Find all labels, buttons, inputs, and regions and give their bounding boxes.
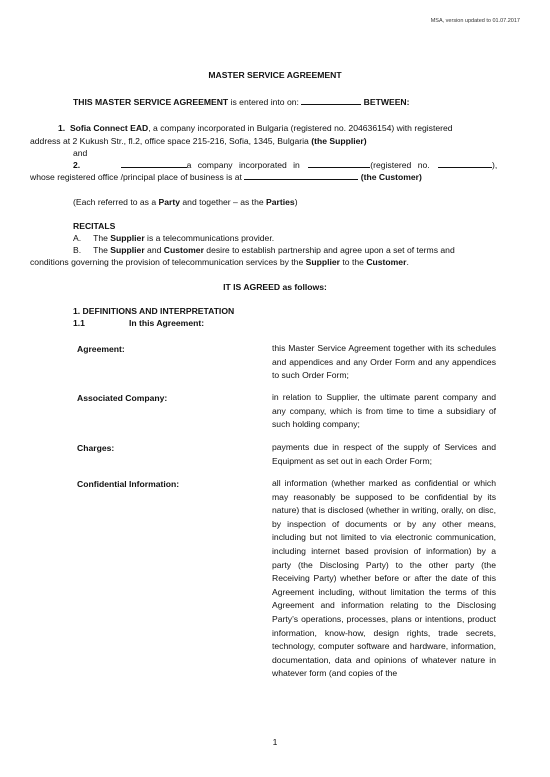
- section1-sub-text: In this Agreement:: [128, 318, 205, 328]
- agreed-heading: IT IS AGREED as follows:: [223, 282, 327, 292]
- parties-term: Parties: [266, 197, 295, 207]
- intro-between: BETWEEN:: [361, 97, 410, 107]
- party1-role: (the Supplier): [311, 136, 367, 146]
- recital-b-customer: Customer: [163, 245, 204, 255]
- definition-text: in relation to Supplier, the ultimate parent company and any company, which is from time to time a subsidiary of such holding company;: [272, 392, 496, 430]
- party2-num: 2.: [73, 160, 81, 170]
- section1-sub: [73, 317, 204, 330]
- definition-text: this Master Service Agreement together with its schedules and appendices and any Order Form and any appendices to such Order Form;: [272, 343, 496, 381]
- recitals-heading: RECITALS: [73, 221, 116, 231]
- recital-b-line2a: conditions governing the provision of telecommunication services by the: [30, 257, 306, 267]
- definition-text: all information (whether marked as confidential or which may reasonably be supposed to be confidential by its nature) that is disclosed (whether in writing, orally, on disc, by inspection of documents or by any other means, including but not limited to via electronic communication, including internet based provision of information) by a party (the Disclosing Party) to the other party (the Receiving Party) whether before or after the date of this Agreement including, without limitation the terms of this Agreement and information relating to the Disclosing Party’s operations, processes, plans or intentions, product information, know-how, design rights, trade secrets, technology, computer software and hardware, information, documentation, data and opinions of whatever nature in whatever form (and copies of the: [272, 478, 496, 679]
- party2-role: (the Customer): [360, 172, 422, 182]
- intro-bold: THIS MASTER SERVICE AGREEMENT: [73, 97, 229, 107]
- party2-text1a: a company incorporated in: [186, 160, 300, 170]
- definition-text: payments due in respect of the supply of Services and Equipment as set out in each Order Form;: [272, 442, 496, 466]
- definition-term: Agreement:: [77, 344, 125, 354]
- section1-sub-num: 1.1: [73, 318, 85, 328]
- party2-name-blank: [121, 159, 187, 168]
- intro-line: [73, 96, 410, 109]
- party1-text2: address at 2 Kukush Str., fl.2, office space 215-216, Sofia, 1345, Bulgaria: [30, 136, 312, 146]
- party1-line1: [58, 122, 453, 135]
- recital-b-line2-supplier: Supplier: [305, 257, 341, 267]
- recital-a-the: The: [93, 233, 111, 243]
- definition-term: Associated Company:: [77, 393, 168, 403]
- recital-b-line2-customer: Customer: [366, 257, 407, 267]
- party-term: Party: [158, 197, 181, 207]
- referred-text-c: ): [294, 197, 298, 207]
- page-number: 1: [272, 737, 278, 747]
- definition-term: Confidential Information:: [77, 479, 180, 489]
- party2-text1b: (registered no.: [370, 160, 430, 170]
- recital-b-supplier: Supplier: [110, 245, 145, 255]
- party2-line2: [30, 171, 422, 184]
- and-word: and: [73, 148, 88, 158]
- document-title: MASTER SERVICE AGREEMENT: [208, 70, 342, 80]
- recital-a-label: A.: [73, 233, 82, 243]
- referred-text-a: (Each referred to as a: [73, 197, 159, 207]
- recital-a-supplier: Supplier: [110, 233, 145, 243]
- referred-text-b: and together – as the: [180, 197, 267, 207]
- recital-b-and: and: [144, 245, 164, 255]
- party1-text1: , a company incorporated in Bulgaria (registered no. 204636154) with registered: [148, 123, 453, 133]
- recital-b-line2-end: .: [406, 257, 409, 267]
- definition-term: Charges:: [77, 443, 115, 453]
- recital-b-label: B.: [73, 245, 82, 255]
- party1-name: Sofia Connect EAD: [69, 123, 149, 133]
- parties-definition: [73, 196, 298, 209]
- recital-b-rest: desire to establish partnership and agree upon a set of terms and: [203, 245, 455, 255]
- recital-b-line2-to: to the: [340, 257, 367, 267]
- recital-a-rest: is a telecommunications provider.: [144, 233, 275, 243]
- intro-text: is entered into on:: [228, 97, 302, 107]
- party2-country-blank: [308, 159, 370, 168]
- date-blank: [301, 96, 361, 105]
- recital-b-the: The: [93, 245, 111, 255]
- version-header: MSA, version updated to 01.07.2017: [430, 18, 520, 24]
- party2-text1c: ),: [492, 160, 498, 170]
- recital-b-line2: [30, 256, 409, 269]
- party2-address-blank: [244, 171, 358, 180]
- party2-text2: whose registered office /principal place of business is at: [30, 172, 242, 182]
- section1-heading: 1. DEFINITIONS AND INTERPRETATION: [73, 306, 235, 316]
- party2-regno-blank: [438, 159, 492, 168]
- party1-num: 1.: [58, 123, 66, 133]
